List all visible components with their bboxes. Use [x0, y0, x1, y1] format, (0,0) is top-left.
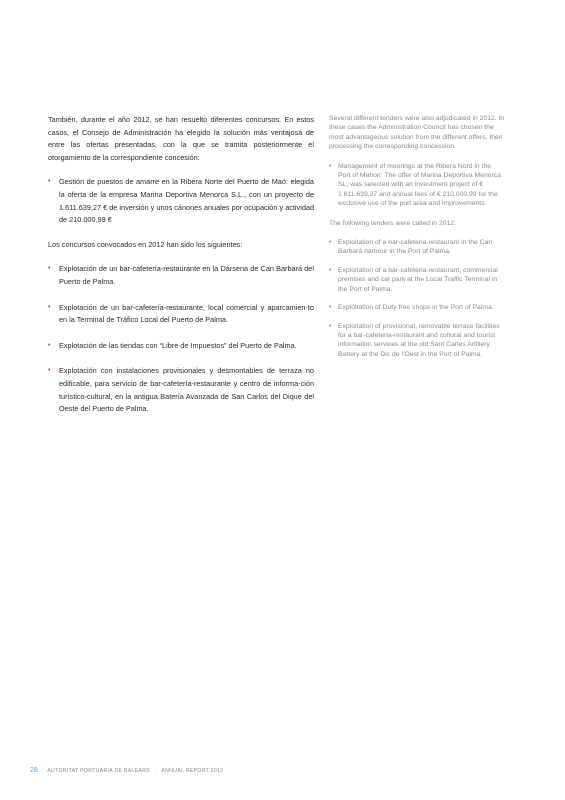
bullet-icon: • — [48, 178, 51, 186]
page-number: 28 — [30, 767, 38, 774]
page-footer — [30, 767, 223, 774]
list-item-text: Exploitation of a bar-cafeteria-restaurant in the Can Barbará harbour in the Port of Palma. — [338, 239, 493, 256]
bullet-icon: • — [48, 265, 51, 273]
list-item-text: Gestión de puestos de amarre en la Ribera Norte del Puerto de Maó: elegida la oferta de la empresa Marina Deportiva Menorca S.L., con un proyecto de 1.611.639,27 € de inversión y unos cánones anuales por ocupación y actividad de 210.000,99 € — [59, 177, 314, 225]
list-item-text: Management of moorings at the Ribera Nord in the Port of Mahon: The offer of Marina Deportiva Menorca SL, was selected with an investment project of € 1.611.639,27 and annual fees of € 210.000,99 for the exclusive use of the port area and improvements. — [338, 162, 501, 208]
bullet-icon: • — [329, 304, 332, 312]
bullet-icon: • — [329, 322, 332, 330]
list-item — [329, 303, 505, 312]
bullet-icon: • — [48, 367, 51, 375]
footer-separator: · — [154, 768, 157, 774]
list-item-text: Exploitation of provisional, removable terrace facilities for a bar-cafeteria-restaurant and cultural and tourist information services at the old Sant Carles Artillery Battery at the Dic de l’Oest in the Port of Palma. — [338, 322, 500, 358]
list-item — [48, 263, 314, 288]
bullet-icon: • — [329, 162, 332, 170]
list-item — [48, 340, 314, 353]
spanish-called-list — [48, 263, 314, 415]
bullet-icon: • — [48, 303, 51, 311]
english-called-list — [329, 238, 505, 359]
english-intro-paragraph: Several different tenders were also adjudicated in 2012. In these cases the Administration Council has chosen the most advantageous solution from the different offers, then processing the corresponding concession. — [329, 115, 505, 151]
bullet-icon: • — [329, 266, 332, 274]
list-item — [48, 365, 314, 415]
bullet-icon: • — [329, 239, 332, 247]
footer-report-title: ANNUAL REPORT 2012 — [161, 768, 224, 774]
list-item — [329, 162, 505, 209]
list-item-text: Explotación de un bar-cafetería-restaurante, local comercial y aparcamien-to en la Terminal de Tráfico Local del Puerto de Palma. — [59, 302, 314, 325]
spanish-column — [48, 114, 314, 428]
english-resolved-list — [329, 162, 505, 209]
spanish-called-intro: Los concursos convocados en 2012 han sido los siguientes: — [48, 239, 243, 249]
bullet-icon: • — [48, 341, 51, 349]
spanish-intro-paragraph: También, durante el año 2012, se han resuelto diferentes concursos. En estos casos, el Consejo de Administración ha elegido la solución más ventajosa de entre las ofertas presentadas, con la que se tramita posteriormente el otorgamiento de la correspondiente concesión: — [48, 115, 314, 162]
footer-organization: AUTORITAT PORTUÀRIA DE BALEARS — [47, 768, 151, 774]
english-column — [329, 114, 505, 369]
list-item-text: Explotación de un bar-cafetería-restaurante en la Dársena de Can Barbará del Puerto de Palma. — [59, 264, 314, 286]
list-item-text: Explotación con instalaciones provisionales y desmontables de terraza no edificable, para servicio de bar-cafetería-restaurante y centro de informa-ción turístico-cultural, en la antigua Batería Avanzada de San Carlos del Dique del Oeste del Puerto de Palma. — [59, 366, 314, 414]
list-item — [48, 302, 314, 327]
english-called-intro: The following tenders were called in 2012: — [329, 219, 456, 227]
spanish-resolved-list — [48, 176, 314, 226]
list-item — [329, 266, 505, 294]
list-item — [329, 238, 505, 257]
list-item-text: Exploitation of Duty free shops in the Port of Palma. — [338, 304, 494, 312]
list-item-text: Explotación de las tiendas con “Libre de Impuestos” del Puerto de Palma. — [59, 340, 297, 350]
list-item-text: Exploitation of a bar-cafeteria-restaurant, commercial premises and car park at the Local Traffic Terminal in the Port of Palma. — [338, 266, 498, 293]
list-item — [329, 322, 505, 360]
list-item — [48, 176, 314, 226]
